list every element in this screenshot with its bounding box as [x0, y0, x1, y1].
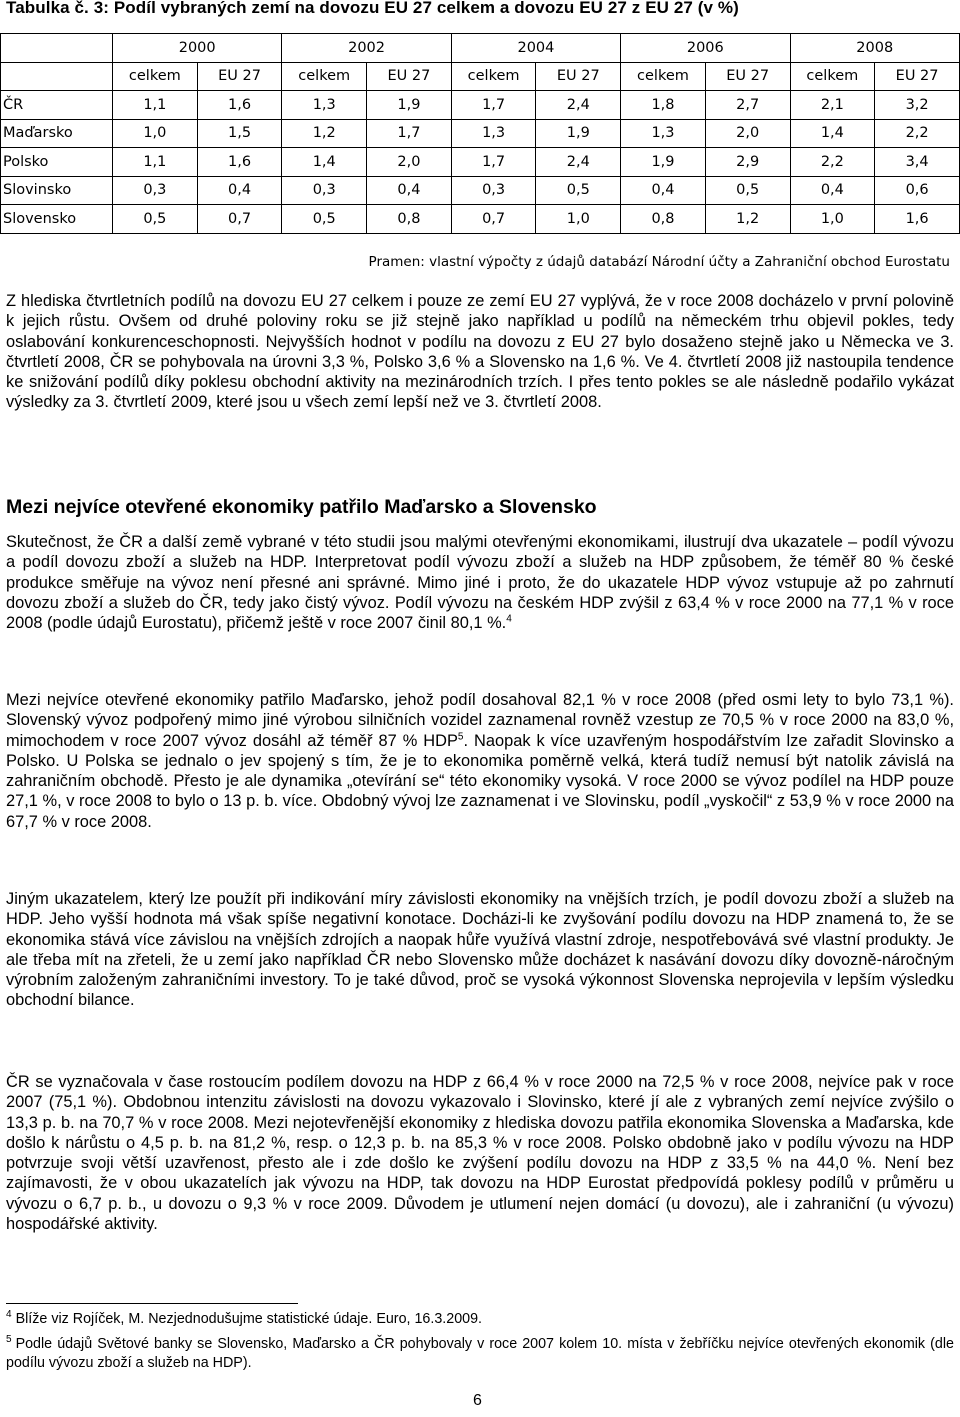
table-cell: 2,4 [536, 148, 621, 177]
table-cell: 0,3 [451, 176, 536, 205]
table-cell: 1,3 [621, 119, 706, 148]
table-cell: 2,2 [790, 148, 875, 177]
footnote-divider [6, 1303, 298, 1304]
paragraph-hungary-slovakia [6, 690, 954, 832]
table-cell: 1,9 [367, 91, 452, 120]
table-cell: 0,4 [367, 176, 452, 205]
row-label: Slovinsko [1, 176, 113, 205]
table-cell: 1,7 [367, 119, 452, 148]
column-subheader: EU 27 [197, 62, 282, 91]
column-subheader: celkem [113, 62, 198, 91]
table-cell: 1,9 [621, 148, 706, 177]
table-cell: 1,0 [790, 205, 875, 234]
table-corner-cell [1, 34, 113, 63]
page-number: 6 [473, 1392, 482, 1409]
table-cell: 0,3 [282, 176, 367, 205]
table-cell: 0,7 [197, 205, 282, 234]
row-label: ČR [1, 91, 113, 120]
table-cell: 1,4 [282, 148, 367, 177]
column-subheader: celkem [790, 62, 875, 91]
table-cell: 0,8 [367, 205, 452, 234]
footnote [6, 1335, 954, 1372]
table-cell: 1,6 [197, 91, 282, 120]
column-subheader: celkem [282, 62, 367, 91]
column-subheader: EU 27 [536, 62, 621, 91]
table-cell: 0,5 [705, 176, 790, 205]
year-header: 2008 [790, 34, 960, 63]
table-cell: 1,7 [451, 148, 536, 177]
table-cell: 3,4 [875, 148, 960, 177]
footnote-number: 5 [6, 1334, 12, 1346]
row-label: Slovensko [1, 205, 113, 234]
table-cell: 0,5 [113, 205, 198, 234]
table-row [1, 148, 960, 177]
paragraph-quarterly-shares: Z hlediska čtvrtletních podílů na dovozu EU 27 celkem i pouze ze zemí EU 27 vyplývá, že v roce 2008 docházelo v první polovině k jejich růstu. Ovšem od druhé poloviny roku se již stejně jako například u podílů na německém trhu objevil pokles, tedy oslabování konkurenceschopnosti. Nejvyšších hodnot v podílu na dovozu z EU 27 bylo dosaženo stejně jako u Německa ve 3. čtvrtletí 2008, ČR se pohybovala na úrovni 3,3 %, Polsko 3,6 % a Slovensko na 1,6 %. Ve 4. čtvrtletí 2008 již nastoupila tendence ke snižování podílů díky poklesu obchodní aktivity na mezinárodních trzích. I přes tento pokles se ale následně podařilo vykázat výsledky za 3. čtvrtletí 2009, které jsou u všech zemí lepší než ve 3. čtvrtletí 2008. [6, 292, 954, 412]
table-row [1, 176, 960, 205]
table-cell: 0,4 [197, 176, 282, 205]
table-cell: 2,2 [875, 119, 960, 148]
table-cell: 2,4 [536, 91, 621, 120]
table-subheader-row [1, 62, 960, 91]
table-cell: 1,3 [451, 119, 536, 148]
footnote-number: 4 [6, 1309, 12, 1321]
table-cell: 3,2 [875, 91, 960, 120]
paragraph-text: . Naopak k více uzavřeným hospodářstvím lze zařadit Slovinsko a Polsko. U Polska se jednalo o jev spojený s tím, že je to ekonomika poměrně velká, která tudíž nemusí být natolik závislá na zahraničním obchodě. Přesto je ale dynamika „otevírání se“ této ekonomiky vysoká. V roce 2000 se vývoz podílel na HDP pouze 27,1 %, v roce 2008 to bylo o 13 p. b. více. Obdobný vývoj lze zaznamenat i ve Slovinsku, podíl „vyskočil“ z 53,9 % v roce 2000 na 67,7 % v roce 2008. [6, 731, 954, 831]
table-cell: 0,6 [875, 176, 960, 205]
column-subheader: celkem [451, 62, 536, 91]
table-cell: 1,4 [790, 119, 875, 148]
table-cell: 1,5 [197, 119, 282, 148]
footnote-text: Blíže viz Rojíček, M. Nezjednodušujme statistické údaje. Euro, 16.3.2009. [15, 1311, 483, 1327]
table-cell: 2,1 [790, 91, 875, 120]
table-year-header-row [1, 34, 960, 63]
paragraph-open-economies [6, 532, 954, 633]
table-cell: 1,0 [536, 205, 621, 234]
paragraph-import-indicator: Jiným ukazatelem, který lze použít při indikování míry závislosti ekonomiky na vnějších trzích, je podíl dovozu zboží a služeb na HDP. Jeho vyšší hodnota má však spíše negativní konotace. Docházi-li ke zvyšování podílu dovozu na HDP znamená to, že se ekonomika stává více závislou na vnějších zdrojích a naopak hůře využívá vlastní zdroje, nespotřebovává své vlastní produkty. Je ale třeba mít na zřeteli, že u zemí jako například ČR nebo Slovensko může docházet k nasávání dovozu díky dovozně-náročným výrobním založeným zahraničními investory. To je také důvod, proč se vysoká výkonnost Slovenska neprojevila v lepším výsledku obchodní bilance. [6, 890, 954, 1010]
table-cell: 1,2 [282, 119, 367, 148]
table-cell: 2,7 [705, 91, 790, 120]
table-cell: 0,5 [536, 176, 621, 205]
row-label: Polsko [1, 148, 113, 177]
table-cell: 1,1 [113, 148, 198, 177]
column-subheader: celkem [621, 62, 706, 91]
table-cell: 2,9 [705, 148, 790, 177]
table-cell: 1,1 [113, 91, 198, 120]
year-header: 2002 [282, 34, 451, 63]
column-subheader: EU 27 [875, 62, 960, 91]
table-cell: 0,3 [113, 176, 198, 205]
footnote-text: Podle údajů Světové banky se Slovensko, Maďarsko a ČR pohybovaly v roce 2007 kolem 10. místa v žebříčku nejvíce otevřených ekonomik (dle podílu vývozu zboží a služeb na HDP). [6, 1336, 954, 1371]
column-subheader: EU 27 [705, 62, 790, 91]
year-header: 2006 [621, 34, 790, 63]
table-corner-cell [1, 62, 113, 91]
paragraph-text: Mezi nejvíce otevřené ekonomiky patřilo Maďarsko, jehož podíl dosahoval 82,1 % v roce 2008 (před osmi lety to bylo 73,1 %). Slovenský vývoz podpořený mimo jiné výrobou silničních vozidel zaznamenal rovněž vzestup ze 70,5 % v roce 2000 na 83,0 %, mimochodem v roce 2007 vývoz dosáhl až téměř 87 % HDP [6, 691, 954, 750]
table-cell: 1,6 [197, 148, 282, 177]
table-cell: 1,8 [621, 91, 706, 120]
row-label: Maďarsko [1, 119, 113, 148]
year-header: 2000 [113, 34, 282, 63]
section-heading: Mezi nejvíce otevřené ekonomiky patřilo Maďarsko a Slovensko [6, 496, 597, 518]
year-header: 2004 [451, 34, 620, 63]
footnote [6, 1310, 954, 1329]
table-cell: 0,8 [621, 205, 706, 234]
table-cell: 0,4 [790, 176, 875, 205]
column-subheader: EU 27 [367, 62, 452, 91]
table-cell: 1,0 [113, 119, 198, 148]
footnote-ref: 5 [457, 731, 464, 743]
footnote-ref: 4 [506, 613, 512, 625]
table-cell: 1,7 [451, 91, 536, 120]
table-cell: 1,6 [875, 205, 960, 234]
table-cell: 1,3 [282, 91, 367, 120]
table-cell: 0,4 [621, 176, 706, 205]
table-row [1, 119, 960, 148]
table-cell: 2,0 [705, 119, 790, 148]
import-share-table [0, 33, 960, 234]
table-cell: 2,0 [367, 148, 452, 177]
paragraph-text: Skutečnost, že ČR a další země vybrané v této studii jsou malými otevřenými ekonomikami, ilustrují dva ukazatele – podíl vývozu a podíl dovozu zboží a služeb na HDP. Interpretovat podíl vývozu zboží a služeb na HDP způsobem, že téměř 80 % české produkce směřuje na vývoz není přesné ani správné. Mimo jiné i proto, že do ukazatele HDP vývoz vstupuje až po zahrnutí dovozu zboží a služeb do ČR, tedy jako čistý vývoz. Podíl vývozu na českém HDP zvýšil z 63,4 % v roce 2000 na 77,1 % v roce 2008 (podle údajů Eurostatu), přičemž ještě v roce 2007 činil 80,1 %. [6, 533, 954, 633]
table-cell: 1,2 [705, 205, 790, 234]
table-source-note: Pramen: vlastní výpočty z údajů databází Národní účty a Zahraniční obchod Eurostatu [368, 254, 950, 270]
table-row [1, 91, 960, 120]
paragraph-import-dependence: ČR se vyznačovala v čase rostoucím podílem dovozu na HDP z 66,4 % v roce 2000 na 72,5 % v roce 2008, nejvíce pak v roce 2007 (75,1 %). Obdobnou intenzitu závislosti na dovozu vykazovalo i Slovinsko, které jí ale z vybraných zemí nejvíce zvýšilo o 13,3 p. b. na 70,7 % v roce 2008. Mezi nejotevřenější ekonomiky z hlediska dovozu patřila ekonomika Slovenska a Maďarska, kde došlo k nárůstu o 4,5 p. b. na 81,2 %, resp. o 12,3 p. b. na 85,3 % v roce 2008. Polsko obdobně jako v podílu vývozu na HDP potvrzuje svoji větší uzavřenost, přesto ale i zde došlo ke zvýšení podílu dovozu na HDP z 33,5 % na 44,0 %. Není bez zajímavosti, že v obou ukazatelích jak vývozu na HDP, tak dovozu na HDP Eurostat předpovídá poklesy podílů v průměru u vývozu o 6,7 p. b., u dovozu o 9,3 % v roce 2009. Důvodem je utlumení nejen domácí (u dovozu), ale i zahraniční (u vývozu) hospodářské aktivity. [6, 1073, 954, 1234]
table-caption: Tabulka č. 3: Podíl vybraných zemí na dovozu EU 27 celkem a dovozu EU 27 z EU 27 (v %) [6, 0, 739, 17]
table-cell: 0,5 [282, 205, 367, 234]
table-cell: 1,9 [536, 119, 621, 148]
table-row [1, 205, 960, 234]
table-cell: 0,7 [451, 205, 536, 234]
